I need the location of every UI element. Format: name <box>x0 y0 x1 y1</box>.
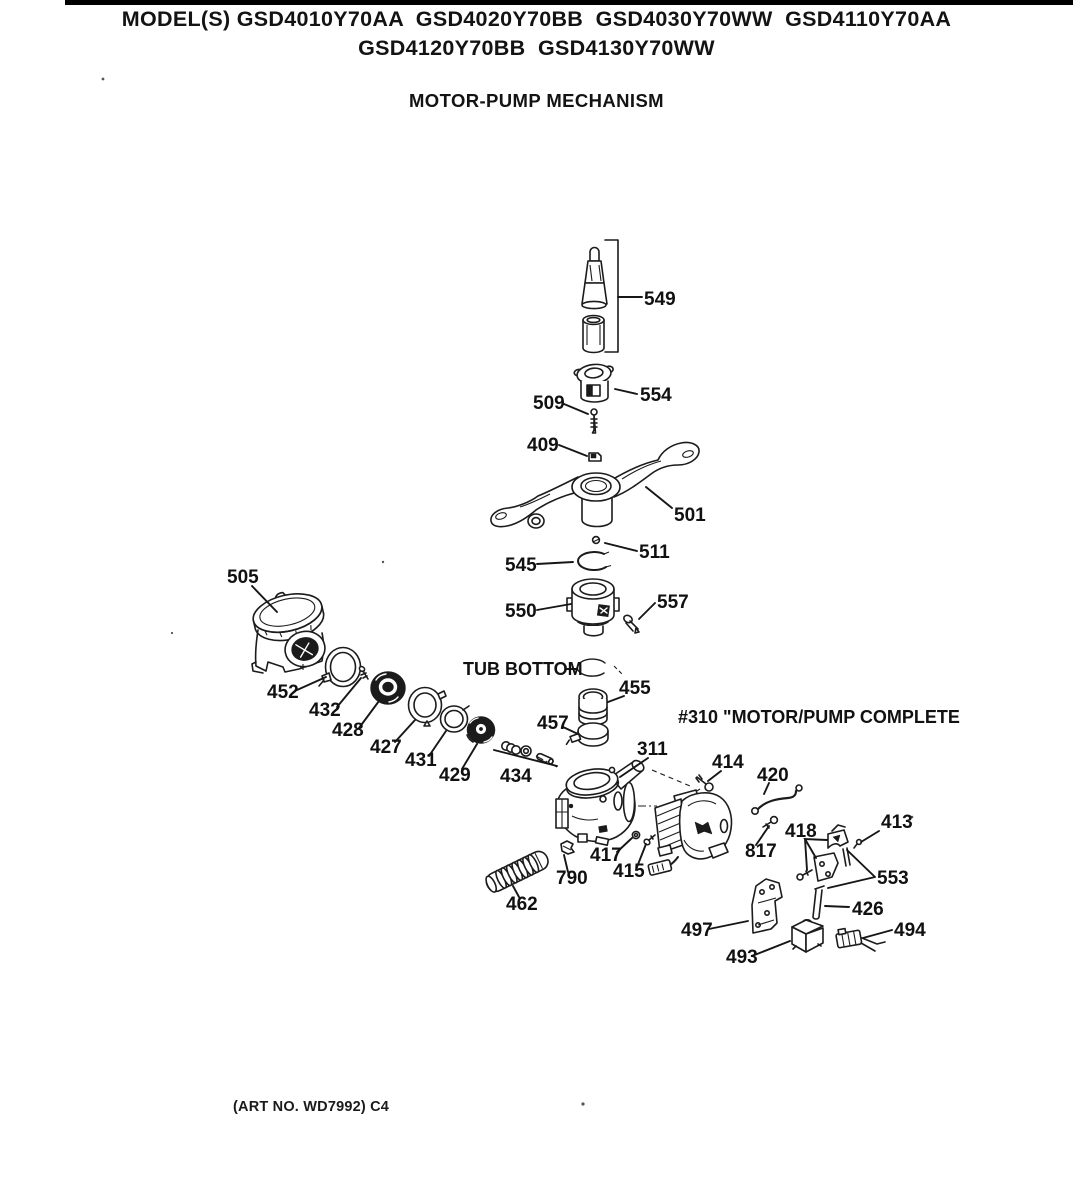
callout-817: 817 <box>745 841 777 862</box>
diagram-title: MOTOR-PUMP MECHANISM <box>408 90 664 111</box>
part-415-screw <box>643 835 655 846</box>
model-list-line2: GSD4120Y70BB GSD4130Y70WW <box>358 36 715 60</box>
callout-494: 494 <box>894 920 926 941</box>
callout-311: 311 <box>637 739 668 760</box>
callout-429: 429 <box>439 765 471 786</box>
callout-415: 415 <box>613 861 645 882</box>
part-549-stem-and-sleeve <box>582 240 642 353</box>
part-494-connector <box>835 926 885 951</box>
callout-413: 413 <box>881 812 913 833</box>
callout-457: 457 <box>537 713 569 734</box>
scan-specks <box>102 78 914 1106</box>
callout-432: 432 <box>309 700 341 721</box>
note-motor-pump-complete: #310 "MOTOR/PUMP COMPLETE <box>678 707 960 727</box>
model-list-line1: MODEL(S) GSD4010Y70AA GSD4020Y70BB GSD4030Y70WW GSD4110Y70AA <box>121 7 952 31</box>
part-462-hose <box>483 848 551 894</box>
callout-426: 426 <box>852 899 884 920</box>
part-554-support <box>574 363 615 402</box>
part-817-screw <box>763 817 777 828</box>
callout-557: 557 <box>657 592 689 613</box>
callout-455: 455 <box>619 678 651 699</box>
callout-497: 497 <box>681 920 713 941</box>
callout-417: 417 <box>590 845 622 866</box>
callout-452: 452 <box>267 682 299 703</box>
callout-550: 550 <box>505 601 537 622</box>
part-550-pump-cover <box>567 579 619 636</box>
callout-462: 462 <box>506 894 538 915</box>
callout-505: 505 <box>227 567 259 588</box>
part-497-bracket <box>752 879 782 933</box>
callout-553: 553 <box>877 868 909 889</box>
callout-414: 414 <box>712 752 744 773</box>
callout-434: 434 <box>500 766 532 787</box>
callout-554: 554 <box>640 385 672 406</box>
callout-493: 493 <box>726 947 758 968</box>
part-455-sleeve <box>579 689 607 725</box>
note-tub-bottom: TUB BOTTOM <box>463 659 583 679</box>
part-557-clip <box>622 614 639 633</box>
part-452-clamp <box>319 648 361 687</box>
part-545-ring <box>578 552 611 570</box>
part-431-ring <box>441 706 470 732</box>
callout-790: 790 <box>556 868 588 889</box>
part-428-seal <box>371 672 406 705</box>
tub-bottom-ring <box>577 659 622 676</box>
callout-409: 409 <box>527 435 559 456</box>
callout-511: 511 <box>639 542 670 563</box>
motor-body <box>648 790 732 876</box>
callout-509: 509 <box>533 393 565 414</box>
part-511-fastener <box>593 537 600 544</box>
part-505-housing <box>249 585 329 673</box>
part-426-pin <box>813 886 824 919</box>
part-414-screw <box>696 775 713 791</box>
part-420-wire <box>752 785 802 814</box>
callout-549: 549 <box>644 289 676 310</box>
art-number: (ART NO. WD7992) C4 <box>233 1099 390 1115</box>
part-409-nut <box>589 453 601 461</box>
part-311-pump-assembly <box>556 758 646 845</box>
callout-420: 420 <box>757 765 789 786</box>
callout-431: 431 <box>405 750 437 771</box>
part-429-impeller <box>467 717 495 744</box>
part-417-nut <box>632 831 639 838</box>
callout-428: 428 <box>332 720 364 741</box>
callout-545: 545 <box>505 555 537 576</box>
part-790-clamp <box>561 841 574 854</box>
callout-418: 418 <box>785 821 817 842</box>
callout-427: 427 <box>370 737 402 758</box>
part-493-solenoid <box>792 920 823 952</box>
callout-501: 501 <box>674 505 706 526</box>
part-509-screw <box>591 409 597 433</box>
part-457-clamp <box>564 723 608 746</box>
part-413-pin <box>854 840 861 848</box>
